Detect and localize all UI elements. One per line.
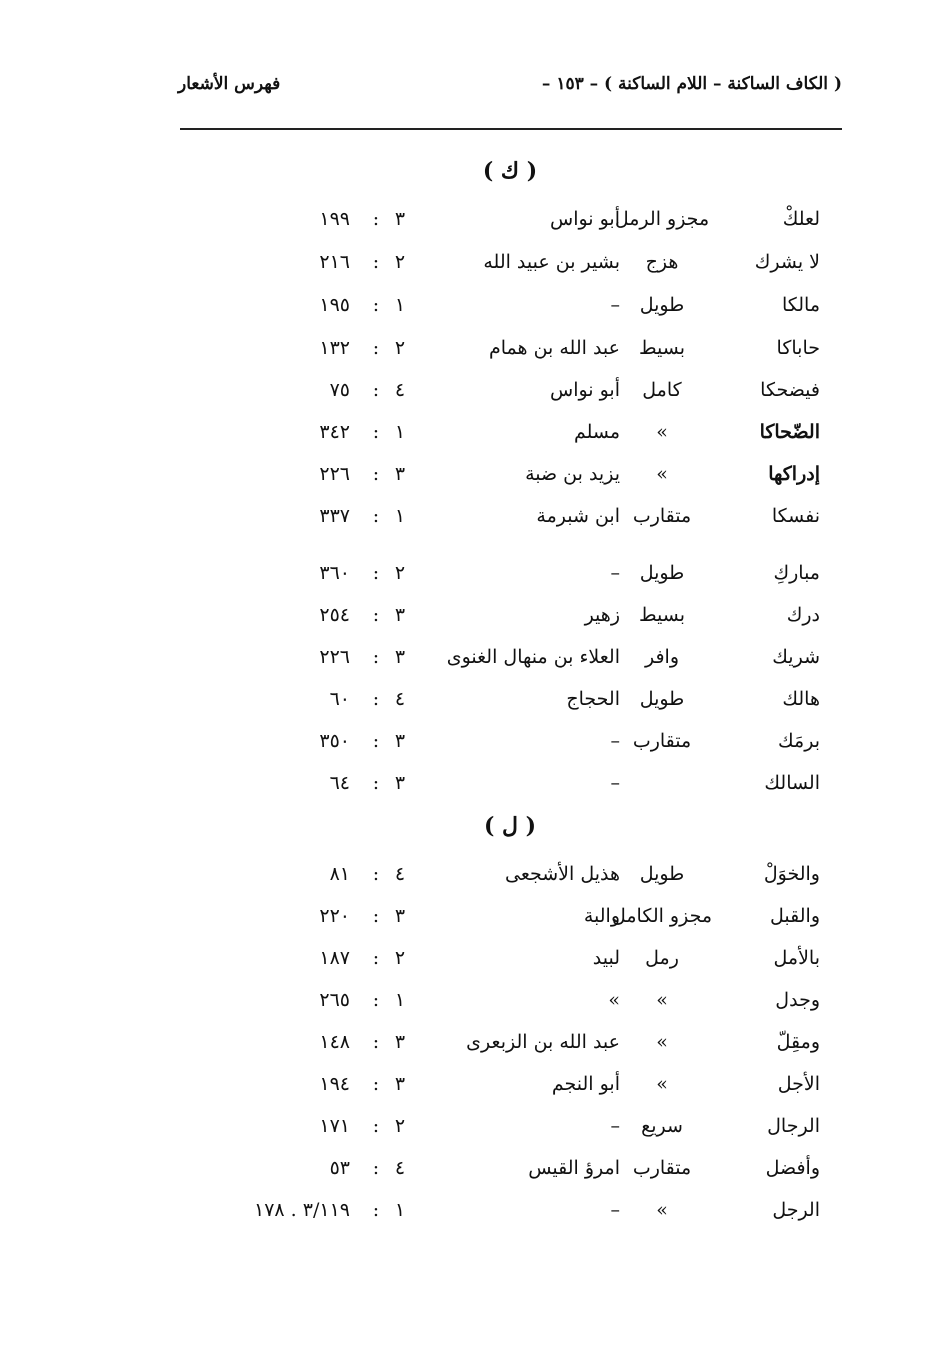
- index-row: [0, 287, 950, 323]
- poet: أبو نواس: [550, 379, 620, 401]
- verse-count: ٣: [394, 730, 406, 752]
- verse-count: ٤: [394, 688, 406, 710]
- rhyme-word: برمَك: [778, 730, 820, 752]
- separator-colon: :: [372, 505, 380, 527]
- poet: »: [608, 989, 620, 1011]
- poet: –: [610, 562, 620, 584]
- poet: مسلم: [573, 421, 620, 443]
- rhyme-word: درك: [786, 604, 820, 626]
- poet: والبة: [583, 905, 620, 927]
- separator-colon: :: [372, 1199, 380, 1221]
- meter: سريع: [641, 1115, 683, 1137]
- rhyme-word: وأفضل: [765, 1157, 820, 1179]
- verse-count: ١: [394, 1199, 406, 1221]
- index-row: [0, 372, 950, 408]
- rhyme-word: هالك: [782, 688, 820, 710]
- page-refs: ٣٣٧: [319, 505, 350, 527]
- rhyme-word: والقبل: [770, 905, 820, 927]
- separator-colon: :: [372, 1157, 380, 1179]
- page-refs: ١٧١: [319, 1115, 350, 1137]
- separator-colon: :: [372, 646, 380, 668]
- separator-colon: :: [372, 379, 380, 401]
- separator-colon: :: [372, 1073, 380, 1095]
- poet: لبيد: [592, 947, 620, 969]
- index-row: [0, 1192, 950, 1228]
- meter: كامل: [642, 379, 682, 401]
- section-title: ( ك ): [482, 158, 538, 184]
- separator-colon: :: [372, 604, 380, 626]
- meter: هزج: [645, 251, 679, 273]
- index-row: [0, 244, 950, 280]
- verse-count: ٣: [394, 604, 406, 626]
- meter: »: [656, 1199, 668, 1221]
- separator-colon: :: [372, 772, 380, 794]
- verse-count: ٣: [394, 772, 406, 794]
- index-row: [0, 639, 950, 675]
- poet: هذيل الأشجعى: [504, 863, 620, 885]
- index-row: [0, 498, 950, 534]
- separator-colon: :: [372, 1115, 380, 1137]
- page-refs: ١٩٩: [319, 208, 350, 230]
- meter: بسيط: [638, 604, 685, 626]
- separator-colon: :: [372, 562, 380, 584]
- poet: –: [610, 1115, 620, 1137]
- index-row: [0, 1024, 950, 1060]
- verse-count: ٢: [394, 1115, 406, 1137]
- running-title: ( الكاف الساكنة – اللام الساكنة ) – ١٥٣ –: [541, 74, 842, 94]
- poet: الحجاج: [566, 688, 620, 710]
- meter: مجزو الكامل: [611, 905, 713, 927]
- verse-count: ٤: [394, 379, 406, 401]
- verse-count: ١: [394, 505, 406, 527]
- meter: مجزو الرمل: [614, 208, 710, 230]
- index-row: [0, 856, 950, 892]
- verse-count: ٣: [394, 208, 406, 230]
- meter: »: [656, 421, 668, 443]
- index-row: [0, 940, 950, 976]
- poet: امرؤ القيس: [528, 1157, 620, 1179]
- meter: »: [656, 1031, 668, 1053]
- verse-count: ١: [394, 421, 406, 443]
- page-refs: ٢٦٥: [319, 989, 350, 1011]
- meter: متقارب: [632, 730, 692, 752]
- index-row: [0, 1150, 950, 1186]
- page-refs: ١٩٥: [319, 294, 350, 316]
- verse-count: ٤: [394, 1157, 406, 1179]
- separator-colon: :: [372, 294, 380, 316]
- poet: عبد الله بن الزبعرى: [466, 1031, 620, 1053]
- separator-colon: :: [372, 947, 380, 969]
- index-row: [0, 898, 950, 934]
- index-row: [0, 765, 950, 801]
- separator-colon: :: [372, 730, 380, 752]
- poet: أبو نواس: [550, 208, 620, 230]
- poet: –: [610, 1199, 620, 1221]
- rhyme-word: لعلكْ: [782, 208, 820, 230]
- page-refs: ٢٥٤: [319, 604, 350, 626]
- verse-count: ٢: [394, 337, 406, 359]
- meter: متقارب: [632, 1157, 692, 1179]
- poet: زهير: [584, 604, 620, 626]
- meter: طويل: [639, 562, 685, 584]
- page-refs: ٢٢٦: [319, 463, 350, 485]
- rhyme-word: نفسكا: [771, 505, 820, 527]
- poet: ابن شبرمة: [536, 505, 620, 527]
- index-title: فهرس الأشعار: [178, 74, 281, 94]
- separator-colon: :: [372, 863, 380, 885]
- meter: »: [656, 1073, 668, 1095]
- verse-count: ٢: [394, 947, 406, 969]
- verse-count: ٣: [394, 1073, 406, 1095]
- page-refs: ١٨٧: [319, 947, 350, 969]
- rhyme-word: مالكا: [781, 294, 820, 316]
- page-refs: ٦٠: [329, 688, 350, 710]
- meter: طويل: [639, 688, 685, 710]
- section-title: ( ل ): [483, 813, 537, 839]
- page-refs: ٢٢٦: [319, 646, 350, 668]
- rhyme-word: الضّحاكا: [759, 421, 820, 443]
- rhyme-word: الرجال: [767, 1115, 820, 1137]
- separator-colon: :: [372, 208, 380, 230]
- verse-count: ٢: [394, 562, 406, 584]
- header-rule: [180, 128, 842, 130]
- index-row: [0, 1066, 950, 1102]
- meter: وافر: [644, 646, 680, 668]
- page-refs: ٥٣: [329, 1157, 350, 1179]
- page-refs: ٧٥: [329, 379, 350, 401]
- verse-count: ٣: [394, 646, 406, 668]
- index-row: [0, 456, 950, 492]
- page-refs: ٣٤٢: [319, 421, 350, 443]
- meter: »: [656, 989, 668, 1011]
- page-refs: ٣٥٠: [319, 730, 350, 752]
- page-header: [178, 70, 842, 106]
- verse-count: ٣: [394, 905, 406, 927]
- index-row: [0, 330, 950, 366]
- separator-colon: :: [372, 989, 380, 1011]
- rhyme-word: الرجل: [772, 1199, 820, 1221]
- verse-count: ١: [394, 294, 406, 316]
- page-refs: ٣٦٠: [319, 562, 350, 584]
- index-row: [0, 681, 950, 717]
- poet: –: [610, 772, 620, 794]
- index-row: [0, 1108, 950, 1144]
- separator-colon: :: [372, 337, 380, 359]
- separator-colon: :: [372, 905, 380, 927]
- poet: –: [610, 294, 620, 316]
- meter: طويل: [639, 294, 685, 316]
- poet: يزيد بن ضبة: [525, 463, 620, 485]
- meter: متقارب: [632, 505, 692, 527]
- rhyme-word: والخوَلْ: [763, 863, 820, 885]
- page-refs: ١٤٨: [319, 1031, 350, 1053]
- page-refs: ٣/١١٩ . ١٧٨: [254, 1199, 350, 1221]
- meter: طويل: [639, 863, 685, 885]
- rhyme-word: ومقِلّ: [776, 1031, 820, 1053]
- rhyme-word: السالك: [764, 772, 820, 794]
- meter: رمل: [645, 947, 679, 969]
- rhyme-word: فيضحكا: [760, 379, 820, 401]
- separator-colon: :: [372, 463, 380, 485]
- verse-count: ٤: [394, 863, 406, 885]
- page-refs: ٦٤: [329, 772, 350, 794]
- page-refs: ٢١٦: [319, 251, 350, 273]
- index-row: [0, 982, 950, 1018]
- rhyme-word: لا يشرك: [754, 251, 820, 273]
- page-refs: ٨١: [329, 863, 350, 885]
- poet: العلاء بن منهال الغنوى: [446, 646, 620, 668]
- poet: أبو النجم: [551, 1073, 620, 1095]
- separator-colon: :: [372, 688, 380, 710]
- index-row: [0, 723, 950, 759]
- separator-colon: :: [372, 1031, 380, 1053]
- rhyme-word: بالأمل: [773, 947, 820, 969]
- verse-count: ١: [394, 989, 406, 1011]
- verse-count: ٣: [394, 463, 406, 485]
- rhyme-word: وجدل: [775, 989, 820, 1011]
- page-refs: ١٩٤: [319, 1073, 350, 1095]
- index-row: [0, 555, 950, 591]
- separator-colon: :: [372, 421, 380, 443]
- meter: بسيط: [638, 337, 685, 359]
- poet: بشير بن عبيد الله: [483, 251, 620, 273]
- index-row: [0, 414, 950, 450]
- page-refs: ١٣٢: [319, 337, 350, 359]
- verse-count: ٣: [394, 1031, 406, 1053]
- poet: عبد الله بن همام: [488, 337, 620, 359]
- verse-count: ٢: [394, 251, 406, 273]
- rhyme-word: شريك: [772, 646, 820, 668]
- rhyme-word: حاباكا: [776, 337, 820, 359]
- meter: »: [656, 463, 668, 485]
- rhyme-word: إدراكها: [768, 463, 820, 485]
- index-row: [0, 597, 950, 633]
- rhyme-word: الأجل: [777, 1073, 820, 1095]
- index-row: [0, 201, 950, 237]
- page-refs: ٢٢٠: [319, 905, 350, 927]
- separator-colon: :: [372, 251, 380, 273]
- rhyme-word: مباركِ: [773, 562, 820, 584]
- poet: –: [610, 730, 620, 752]
